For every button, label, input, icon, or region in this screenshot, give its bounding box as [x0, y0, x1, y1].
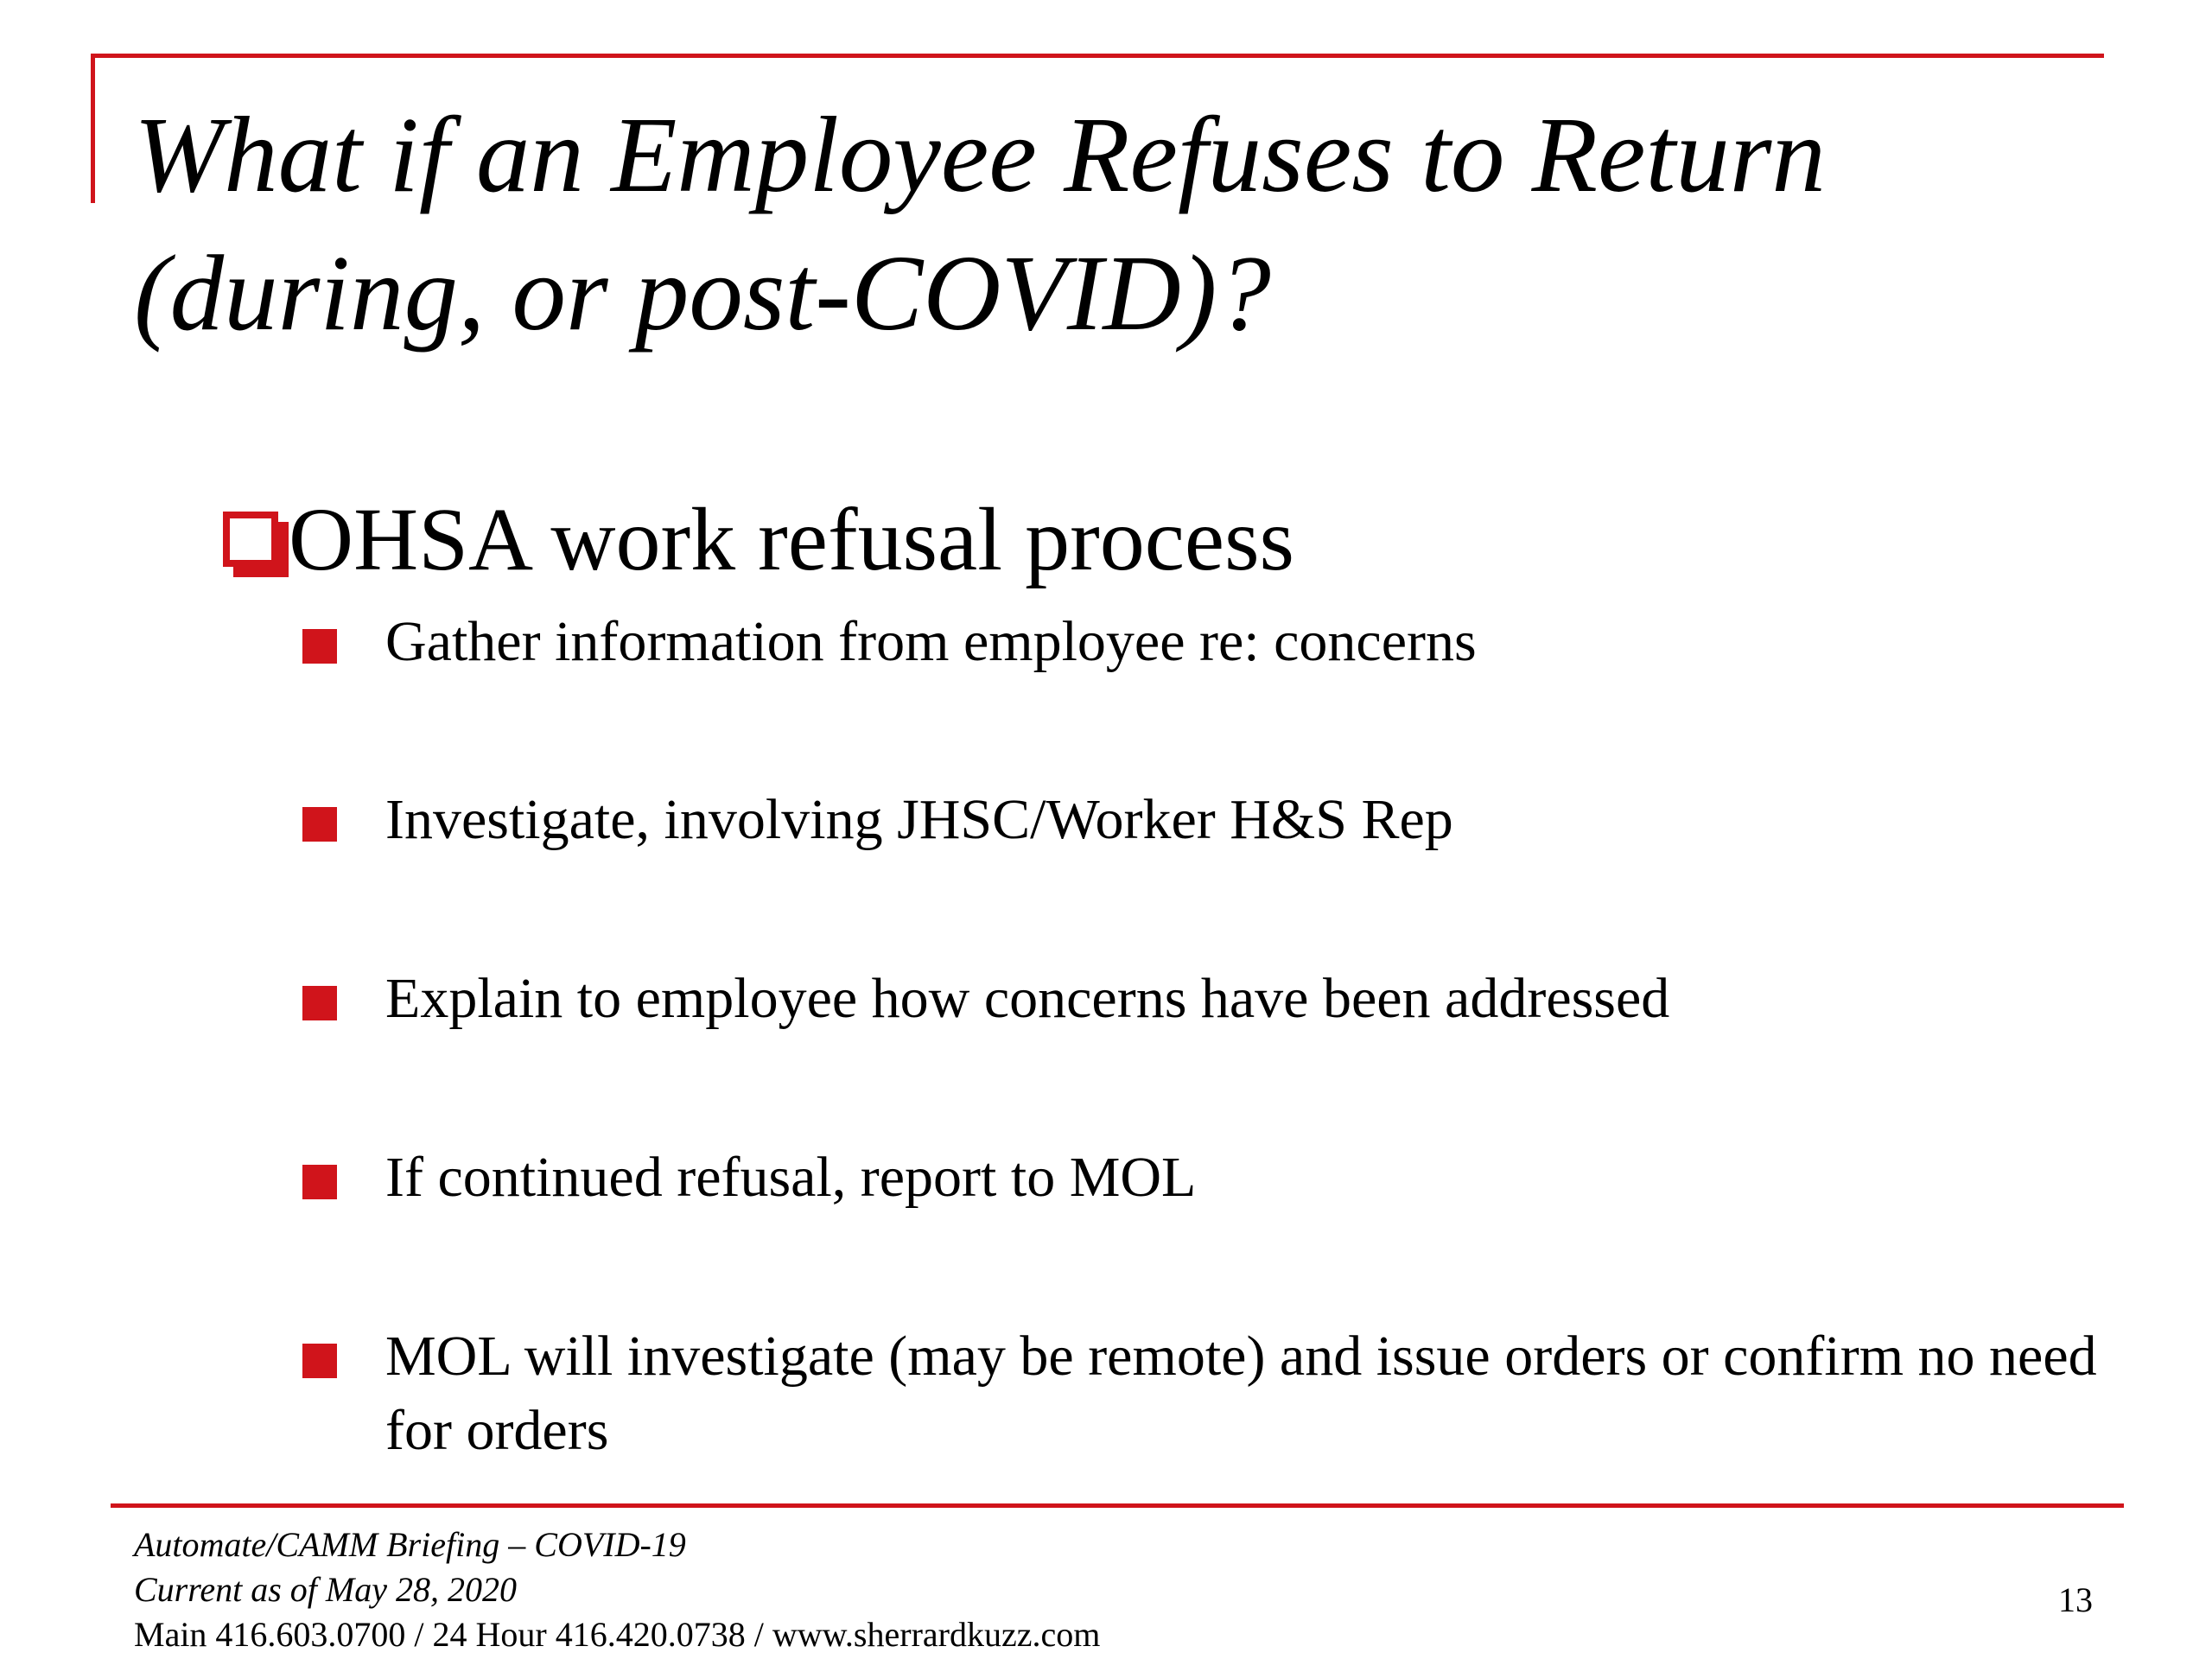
footer — [134, 1522, 1100, 1657]
sub-bullet-text: MOL will investigate (may be remote) and issue orders or confirm no need for orders — [385, 1325, 2097, 1462]
red-square-bullet-icon — [302, 807, 337, 842]
sub-bullet-text: Explain to employee how concerns have been addressed — [385, 967, 1670, 1030]
footer-contact: Main 416.603.0700 / 24 Hour 416.420.0738 / www.sherrardkuzz.com — [134, 1615, 1101, 1654]
title-line-2: (during, or post-COVID)? — [134, 234, 1271, 353]
top-left-rule-tick — [91, 54, 95, 203]
red-square-bullet-icon — [302, 629, 337, 664]
main-bullet-text: OHSA work refusal process — [289, 490, 1295, 589]
footer-briefing-title: Automate/CAMM Briefing – COVID-19 — [134, 1525, 686, 1564]
checkbox-square-icon — [223, 512, 283, 572]
bottom-rule — [111, 1503, 2124, 1508]
page-number: 13 — [2058, 1580, 2093, 1619]
footer-date: Current as of May 28, 2020 — [134, 1570, 517, 1609]
title-line-1: What if an Employee Refuses to Return — [134, 96, 1826, 215]
top-rule — [91, 54, 2104, 58]
red-square-bullet-icon — [302, 986, 337, 1020]
sub-bullet-text: Investigate, involving JHSC/Worker H&S Rep — [385, 788, 1453, 851]
slide-title — [134, 86, 2121, 363]
sub-bullet-text: If continued refusal, report to MOL — [385, 1146, 1197, 1209]
red-square-bullet-icon — [302, 1165, 337, 1199]
red-square-bullet-icon — [302, 1344, 337, 1378]
main-bullet — [223, 484, 1294, 596]
sub-bullet-text: Gather information from employee re: concerns — [385, 610, 1477, 673]
